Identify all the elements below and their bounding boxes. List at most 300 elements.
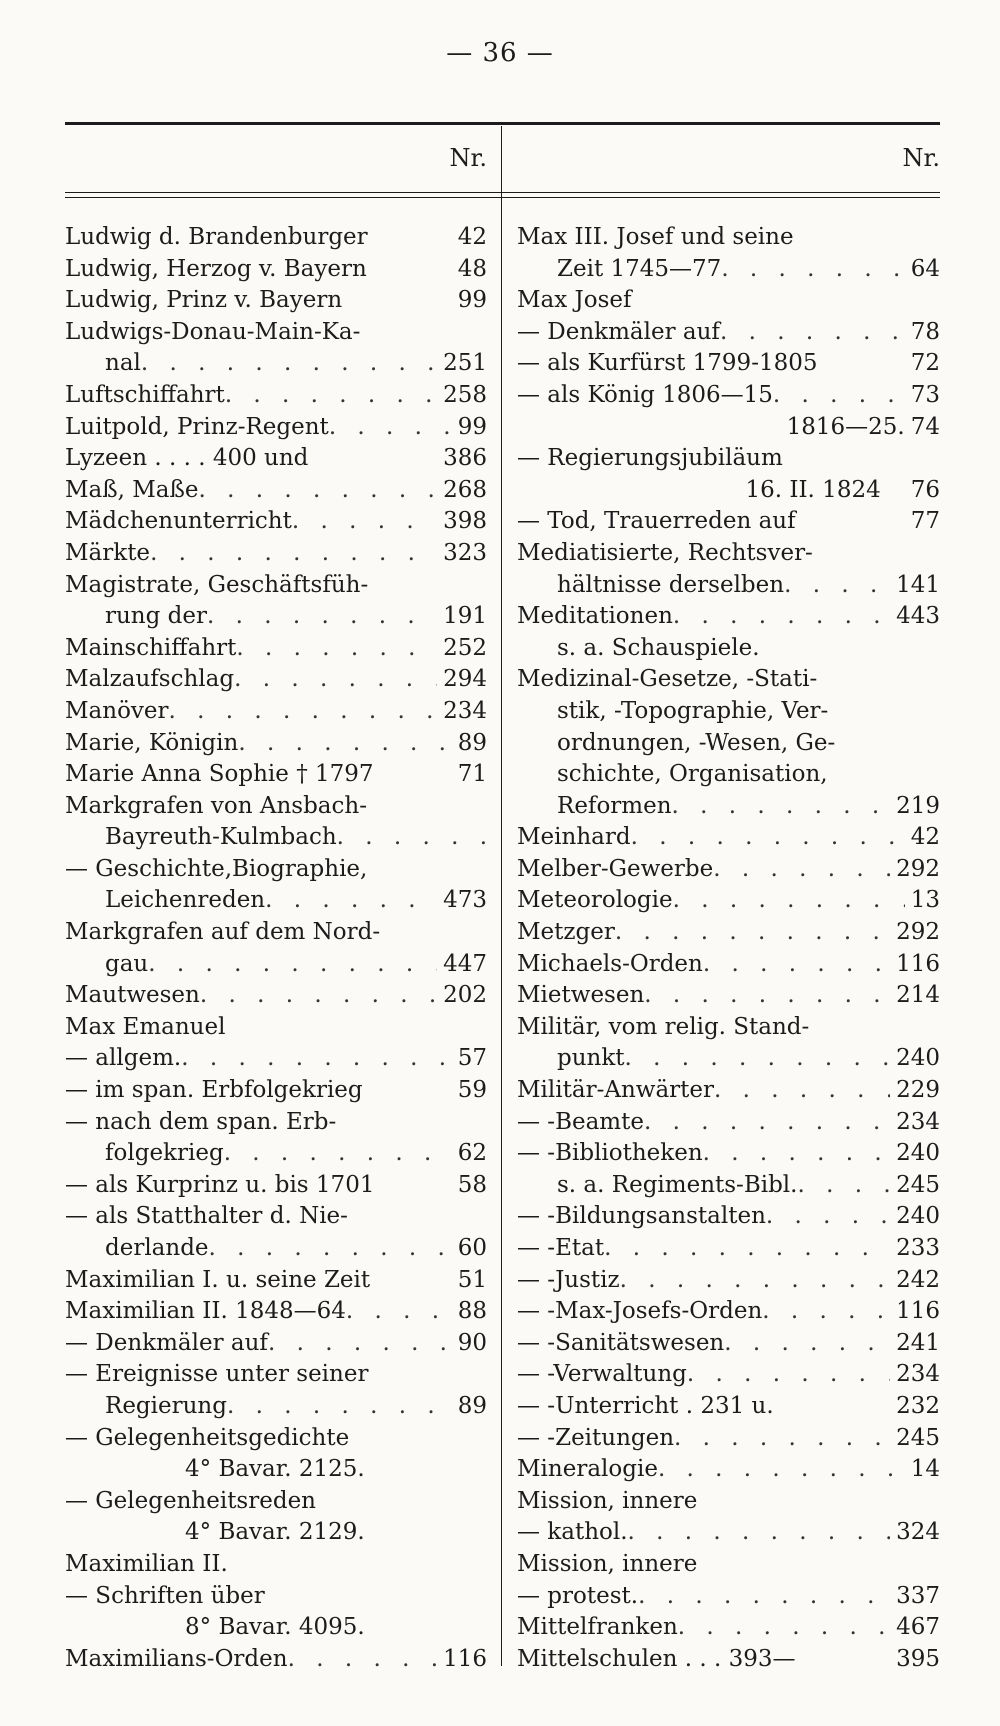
entry-text: — -Zeitungen	[517, 1424, 675, 1451]
entry-text: Meteorologie	[517, 887, 673, 914]
page-reference-number: 398	[443, 508, 487, 535]
entry-text: Ludwig, Prinz v. Bayern	[65, 287, 343, 314]
entry-text: — -Beamte	[517, 1108, 644, 1135]
leader-dots	[141, 348, 437, 380]
entry-text: nal	[105, 350, 141, 377]
page-reference-number: 88	[457, 1298, 487, 1325]
right-index-entry	[517, 1517, 940, 1549]
page-reference-number: 99	[457, 413, 487, 440]
page-reference-number: 42	[910, 824, 940, 851]
entry-text: Max III. Josef und seine	[517, 224, 794, 250]
page-reference-number: 116	[896, 1298, 940, 1325]
entry-text: Bayreuth-Kulmbach	[105, 824, 337, 851]
right-index-entry	[517, 1201, 940, 1233]
left-index-entry	[65, 949, 487, 981]
left-index-entry	[65, 538, 487, 570]
entry-text: Manöver	[65, 697, 169, 724]
right-index-entry	[517, 1612, 940, 1644]
entry-text: Meinhard	[517, 824, 631, 851]
column-divider	[501, 126, 502, 1666]
leader-dots	[604, 1233, 890, 1265]
page-reference-number: 240	[896, 1045, 940, 1072]
leader-dots	[615, 917, 890, 949]
leader-dots	[224, 1138, 452, 1170]
right-index-entry	[517, 1454, 940, 1486]
entry-text: ordnungen, -Wesen, Ge-	[557, 729, 836, 756]
right-index-entry	[517, 475, 940, 507]
entry-text: — -Bibliotheken	[517, 1140, 703, 1167]
leader-dots	[292, 506, 437, 538]
entry-text: Luftschiffahrt	[65, 381, 225, 408]
right-index-entry	[517, 1170, 940, 1202]
left-index-entry	[65, 1012, 487, 1044]
right-index-entry	[517, 570, 940, 602]
entry-text: Medizinal-Gesetze, -Stati-	[517, 666, 818, 693]
page-reference-number: 116	[896, 950, 940, 977]
entry-text: Mittelschulen . . . 393—	[517, 1645, 796, 1672]
page-reference-number: 116	[443, 1645, 487, 1672]
right-index-entry	[517, 317, 940, 349]
header-rule-lower	[65, 197, 940, 198]
entry-text: — Tod, Trauerreden auf	[517, 508, 796, 535]
right-index-entry	[517, 601, 940, 633]
entry-text: Regierung	[105, 1392, 227, 1419]
page-reference-number: 240	[896, 1203, 940, 1230]
entry-text: stik, -Topographie, Ver-	[557, 697, 829, 724]
page-reference-number: 252	[443, 634, 487, 661]
entry-text: 4° Bavar. 2129.	[185, 1519, 365, 1546]
page-reference-number: 72	[910, 350, 940, 377]
entry-text: rung der	[105, 603, 207, 630]
right-index-entry	[517, 791, 940, 823]
left-index-entry	[65, 1517, 487, 1549]
left-index-entry	[65, 1359, 487, 1391]
leader-dots	[209, 1233, 452, 1265]
entry-text: Mädchenunterricht	[65, 508, 292, 535]
left-index-entry	[65, 1265, 487, 1297]
entry-text: Mediatisierte, Rechtsver-	[517, 539, 813, 566]
entry-text: — allgem.	[65, 1045, 182, 1072]
entry-text: Mission, innere	[517, 1487, 698, 1514]
leader-dots	[620, 1265, 890, 1297]
page-reference-number: 467	[896, 1614, 940, 1641]
entry-text: Mainschiffahrt	[65, 634, 237, 661]
right-index-entry	[517, 822, 940, 854]
entry-text: Ludwigs-Donau-Main-Ka-	[65, 318, 361, 345]
entry-text: — Ereignisse unter seiner	[65, 1361, 369, 1388]
right-column-header: Nr.	[902, 144, 940, 172]
right-index-entry	[517, 1043, 940, 1075]
left-index-entry	[65, 1391, 487, 1423]
entry-text: — als Kurprinz u. bis 1701	[65, 1171, 375, 1198]
entry-text: Ludwig, Herzog v. Bayern	[65, 255, 367, 282]
leader-dots	[638, 1581, 890, 1613]
leader-dots	[631, 822, 905, 854]
left-index-entry	[65, 822, 487, 854]
page-reference-number: 292	[896, 855, 940, 882]
entry-text: Märkte	[65, 539, 151, 566]
left-index-entry	[65, 1107, 487, 1139]
entry-text: — -Justiz	[517, 1266, 620, 1293]
left-index-entry	[65, 1612, 487, 1644]
left-index-entry	[65, 1233, 487, 1265]
leader-dots	[714, 1075, 890, 1107]
entry-text: — nach dem span. Erb-	[65, 1108, 337, 1135]
entry-text: Meditationen	[517, 603, 673, 630]
leader-dots	[672, 791, 891, 823]
entry-text: derlande	[105, 1235, 209, 1261]
page-reference-number: 447	[443, 950, 487, 977]
right-index-entry	[517, 885, 940, 917]
page-reference-number: 337	[896, 1582, 940, 1609]
leader-dots	[238, 728, 451, 760]
page-reference-number: 62	[457, 1140, 487, 1167]
entry-text: — -Bildungsanstalten	[517, 1203, 766, 1230]
entry-text: Zeit 1745—77	[557, 255, 722, 282]
right-index-entry	[517, 254, 940, 286]
right-index-entry	[517, 728, 940, 760]
right-index-entry	[517, 917, 940, 949]
page-reference-number: 60	[457, 1235, 487, 1261]
right-index-entry	[517, 1075, 940, 1107]
entry-text: — Geschichte,Biographie,	[65, 855, 368, 882]
left-index-entry	[65, 1138, 487, 1170]
left-column-header: Nr.	[449, 144, 487, 172]
left-index-entry	[65, 791, 487, 823]
page-reference-number: 89	[457, 1392, 487, 1419]
entry-text: Mission, innere	[517, 1550, 698, 1577]
left-index-entry	[65, 980, 487, 1012]
entry-text: 8° Bavar. 4095.	[185, 1614, 365, 1641]
entry-text: Reformen	[557, 792, 672, 819]
leader-dots	[720, 317, 905, 349]
left-index-entry	[65, 1454, 487, 1486]
right-index-entry	[517, 1328, 940, 1360]
left-index-entry	[65, 1328, 487, 1360]
page-reference-number: 245	[896, 1424, 940, 1451]
entry-text: s. a. Regiments-Bibl.	[557, 1171, 798, 1198]
entry-text: Maximilian II. 1848—64	[65, 1298, 346, 1325]
page-reference-number: 191	[443, 603, 487, 630]
page-reference-number: 71	[457, 761, 487, 788]
leader-dots	[337, 822, 487, 854]
page-reference-number: 13	[910, 887, 940, 914]
entry-text: — -Verwaltung	[517, 1361, 687, 1388]
top-rule	[65, 122, 940, 125]
leader-dots	[658, 1454, 905, 1486]
right-index-entry	[517, 285, 940, 317]
entry-text: — im span. Erbfolgekrieg	[65, 1077, 363, 1104]
page-reference-number: 232	[896, 1392, 940, 1419]
page-reference-number: 258	[443, 381, 487, 408]
entry-text: Max Emanuel	[65, 1013, 226, 1040]
leader-dots	[181, 1043, 452, 1075]
leader-dots	[207, 601, 437, 633]
page-reference-number: 74	[910, 413, 940, 440]
left-index-column	[65, 222, 487, 1675]
page-reference-number: 268	[443, 476, 487, 503]
leader-dots	[703, 1138, 890, 1170]
left-index-entry	[65, 254, 487, 286]
entry-text: — Gelegenheitsgedichte	[65, 1424, 350, 1451]
right-index-entry	[517, 664, 940, 696]
left-index-entry	[65, 380, 487, 412]
leader-dots	[628, 1517, 891, 1549]
right-index-entry	[517, 538, 940, 570]
leader-dots	[265, 885, 437, 917]
leader-dots	[148, 949, 437, 981]
left-index-entry	[65, 633, 487, 665]
entry-text: Maximilians-Orden	[65, 1645, 288, 1672]
entry-text: Militär-Anwärter	[517, 1077, 715, 1104]
left-index-entry	[65, 728, 487, 760]
page-reference-number: 141	[896, 571, 940, 598]
leader-dots	[644, 1107, 890, 1139]
entry-text: Luitpold, Prinz-Regent	[65, 413, 329, 440]
right-index-entry	[517, 1581, 940, 1613]
page-reference-number: 251	[443, 350, 487, 377]
left-index-entry	[65, 696, 487, 728]
leader-dots	[687, 1359, 890, 1391]
right-index-entry	[517, 759, 940, 791]
page-reference-number: 202	[443, 982, 487, 1009]
right-index-entry	[517, 506, 940, 538]
entry-text: Melber-Gewerbe	[517, 855, 714, 882]
entry-text: — -Sanitätswesen	[517, 1329, 725, 1356]
leader-dots	[329, 412, 452, 444]
entry-text: — als König 1806—15	[517, 381, 773, 408]
left-index-entry	[65, 222, 487, 254]
left-index-entry	[65, 917, 487, 949]
left-index-entry	[65, 1043, 487, 1075]
page-reference-number: 292	[896, 919, 940, 946]
right-index-entry	[517, 1138, 940, 1170]
entry-text: gau	[105, 950, 149, 977]
leader-dots	[150, 538, 437, 570]
leader-dots	[169, 696, 438, 728]
page-reference-number: 77	[910, 508, 940, 535]
page-reference-number: 48	[457, 255, 487, 282]
entry-text: — kathol.	[517, 1519, 628, 1546]
entry-text: — -Unterricht . 231 u.	[517, 1392, 774, 1419]
entry-text: Maximilian I. u. seine Zeit	[65, 1266, 371, 1293]
page-reference-number: 76	[910, 476, 940, 503]
page-reference-number: 245	[896, 1171, 940, 1198]
entry-text: Markgrafen von Ansbach-	[65, 792, 367, 819]
leader-dots	[762, 1296, 890, 1328]
right-index-entry	[517, 1265, 940, 1297]
entry-text: Markgrafen auf dem Nord-	[65, 919, 381, 946]
entry-text: hältnisse derselben	[557, 571, 785, 598]
left-index-entry	[65, 664, 487, 696]
entry-text: — als Statthalter d. Nie-	[65, 1203, 348, 1230]
entry-text: punkt	[557, 1045, 625, 1072]
entry-text: Lyzeen . . . . 400 und	[65, 445, 309, 472]
page-reference-number: 73	[910, 381, 940, 408]
entry-text: s. a. Schauspiele.	[557, 634, 760, 661]
leader-dots	[346, 1296, 452, 1328]
page-reference-number: 240	[896, 1140, 940, 1167]
leader-dots	[724, 1328, 890, 1360]
left-index-entry	[65, 1423, 487, 1455]
page-reference-number: 58	[457, 1171, 487, 1198]
page-reference-number: 233	[896, 1235, 940, 1261]
page-reference-number: 89	[457, 729, 487, 756]
entry-text: Ludwig d. Brandenburger	[65, 224, 368, 250]
left-index-entry	[65, 506, 487, 538]
entry-text: Maximilian II.	[65, 1550, 228, 1577]
page-reference-number: 234	[896, 1108, 940, 1135]
leader-dots	[784, 570, 890, 602]
entry-text: Leichenreden	[105, 887, 266, 914]
page-reference-number: 234	[896, 1361, 940, 1388]
entry-text: — Denkmäler auf	[65, 1329, 268, 1356]
right-index-entry	[517, 1391, 940, 1423]
left-index-entry	[65, 570, 487, 602]
right-index-entry	[517, 222, 940, 254]
entry-text: Mineralogie	[517, 1456, 658, 1483]
right-index-entry	[517, 633, 940, 665]
page-reference-number: 473	[443, 887, 487, 914]
right-index-entry	[517, 443, 940, 475]
right-index-entry	[517, 1423, 940, 1455]
right-index-entry	[517, 1486, 940, 1518]
page-reference-number: 42	[457, 224, 487, 250]
leader-dots	[200, 980, 437, 1012]
left-index-entry	[65, 1075, 487, 1107]
page-reference-number: 99	[457, 287, 487, 314]
left-index-entry	[65, 854, 487, 886]
page-reference-number: 90	[457, 1329, 487, 1356]
right-index-entry	[517, 1107, 940, 1139]
entry-text: — -Max-Josefs-Orden	[517, 1298, 763, 1325]
left-index-entry	[65, 1486, 487, 1518]
leader-dots	[773, 380, 905, 412]
right-index-entry	[517, 854, 940, 886]
right-index-entry	[517, 380, 940, 412]
entry-text: Mittelfranken	[517, 1614, 678, 1641]
right-index-entry	[517, 980, 940, 1012]
header-rule-upper	[65, 192, 940, 193]
entry-text: 1816—25	[786, 413, 898, 440]
left-index-entry	[65, 1201, 487, 1233]
left-index-entry	[65, 1296, 487, 1328]
entry-text: Malzaufschlag	[65, 666, 235, 693]
left-index-entry	[65, 1581, 487, 1613]
right-index-entry	[517, 949, 940, 981]
right-index-entry	[517, 1644, 940, 1676]
leader-dots	[678, 1612, 890, 1644]
left-index-entry	[65, 601, 487, 633]
page-reference-number: 59	[457, 1077, 487, 1104]
left-index-entry	[65, 285, 487, 317]
right-index-entry	[517, 1359, 940, 1391]
page-reference-number: 14	[910, 1456, 940, 1483]
entry-text: Max Josef	[517, 287, 632, 314]
page-reference-number: 78	[910, 318, 940, 345]
page-reference-number: 324	[896, 1519, 940, 1546]
left-index-entry	[65, 317, 487, 349]
leader-dots	[674, 1423, 890, 1455]
page-reference-number: 64	[910, 255, 940, 282]
page-reference-number: 57	[457, 1045, 487, 1072]
page-reference-number: 234	[443, 697, 487, 724]
page-reference-number: 51	[457, 1266, 487, 1293]
entry-text: Magistrate, Geschäftsfüh-	[65, 571, 369, 598]
leader-dots	[199, 475, 438, 507]
page-number: — 36 —	[446, 38, 554, 68]
left-index-entry	[65, 348, 487, 380]
leader-dots	[644, 980, 890, 1012]
left-index-entry	[65, 1549, 487, 1581]
leader-dots	[625, 1043, 891, 1075]
left-index-entry	[65, 1644, 487, 1676]
page-reference-number: 241	[896, 1329, 940, 1356]
left-index-entry	[65, 1170, 487, 1202]
leader-dots	[713, 854, 890, 886]
leader-dots	[227, 1391, 452, 1423]
right-index-entry	[517, 1549, 940, 1581]
leader-dots	[236, 633, 437, 665]
entry-text: Mietwesen	[517, 982, 645, 1009]
entry-text: Marie, Königin	[65, 729, 239, 756]
right-index-entry	[517, 1012, 940, 1044]
page-reference-number: 395	[896, 1645, 940, 1672]
page-reference-number: 214	[896, 982, 940, 1009]
entry-text: schichte, Organisation,	[557, 761, 828, 788]
left-index-entry	[65, 759, 487, 791]
entry-text: — -Etat	[517, 1235, 605, 1261]
leader-dots	[288, 1644, 438, 1676]
entry-text: 16. II. 1824	[745, 476, 881, 503]
entry-text: — Gelegenheitsreden	[65, 1487, 316, 1514]
right-index-entry	[517, 1233, 940, 1265]
page-reference-number: 443	[896, 603, 940, 630]
left-index-entry	[65, 475, 487, 507]
page-reference-number: 386	[443, 445, 487, 472]
entry-text: Metzger	[517, 919, 615, 946]
left-index-entry	[65, 885, 487, 917]
leader-dots	[268, 1328, 452, 1360]
entry-text: Maß, Maße	[65, 476, 199, 503]
entry-text: Militär, vom relig. Stand-	[517, 1013, 810, 1040]
entry-text: — Denkmäler auf	[517, 318, 720, 345]
entry-text: folgekrieg	[105, 1140, 224, 1167]
right-index-entry	[517, 696, 940, 728]
right-index-column	[517, 222, 940, 1675]
leader-dots	[797, 1170, 890, 1202]
right-index-entry	[517, 348, 940, 380]
right-index-entry	[517, 412, 940, 444]
leader-dots	[234, 664, 437, 696]
entry-text: Marie Anna Sophie † 1797	[65, 761, 374, 788]
entry-text: 4° Bavar. 2125.	[185, 1456, 365, 1483]
entry-text: — protest.	[517, 1582, 639, 1609]
entry-text: — als Kurfürst 1799-1805	[517, 350, 818, 377]
page-reference-number: 242	[896, 1266, 940, 1293]
leader-dots	[673, 885, 905, 917]
page-reference-number: 294	[443, 666, 487, 693]
page-reference-number: 219	[896, 792, 940, 819]
leader-dots	[673, 601, 890, 633]
entry-text: — Regierungsjubiläum	[517, 445, 783, 472]
entry-text: Mautwesen	[65, 982, 200, 1009]
left-index-entry	[65, 412, 487, 444]
page-reference-number: 323	[443, 539, 487, 566]
entry-text: Michaels-Orden	[517, 950, 703, 977]
leader-dots	[703, 949, 890, 981]
page-reference-number: 229	[896, 1077, 940, 1104]
